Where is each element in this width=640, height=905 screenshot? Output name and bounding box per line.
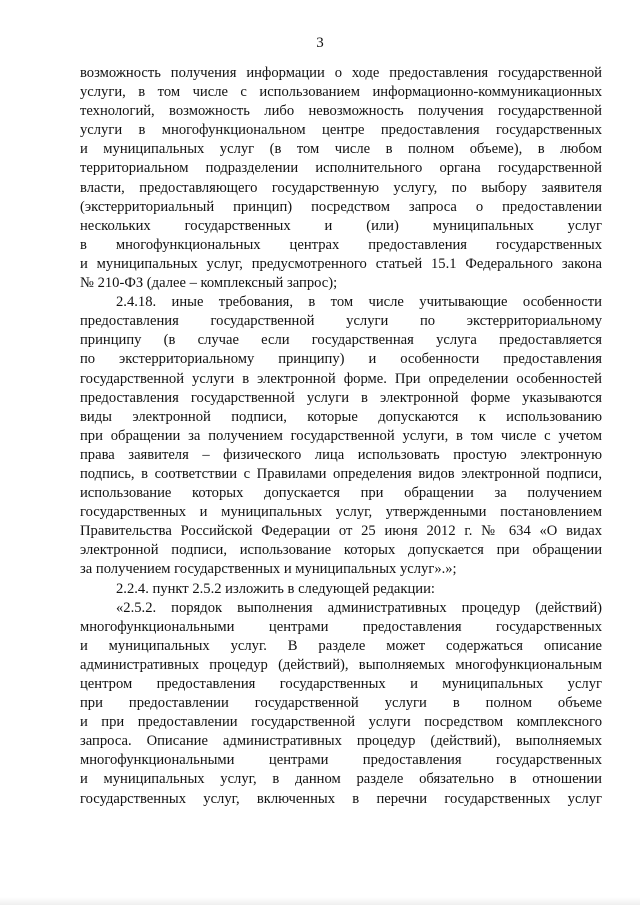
text-line: предоставления государственной услуги по экстерриториальному (80, 313, 602, 330)
text-line: при предоставлении государственной услуги в полном объеме (80, 695, 602, 712)
text-line: и при предоставлении государственной услуги посредством комплексного (80, 714, 602, 731)
text-line: и муниципальных услуг. В разделе может содержаться описание (80, 637, 602, 654)
text-line: и муниципальных услуг (в том числе в полном объеме), в любом (80, 141, 602, 158)
text-line: использование которых допускается при обращении за получением (80, 485, 602, 502)
text-line: права заявителя – физического лица использовать простую электронную (80, 446, 602, 463)
text-line: территориальном подразделении исполнительного органа государственной (80, 160, 602, 177)
text-line: предоставления государственной услуги в электронной форме указываются (80, 389, 602, 406)
text-line: Правительства Российской Федерации от 25 июня 2012 г. № 634 «О видах (80, 523, 602, 540)
text-line: административных процедур (действий), выполняемых многофункциональным (80, 656, 602, 673)
text-line: в многофункциональных центрах предоставления государственных (80, 236, 602, 253)
text-line: электронной подписи, использование которых допускается при обращении (80, 542, 602, 559)
text-line: при обращении за получением государственной услуги, в том числе с учетом (80, 427, 602, 444)
text-line: многофункциональными центрами предоставления государственных (80, 618, 602, 635)
text-line: подпись, в соответствии с Правилами определения видов электронной подписи, (80, 465, 602, 482)
text-line: «2.5.2. порядок выполнения административных процедур (действий) (116, 599, 602, 616)
text-line: многофункциональными центрами предоставления государственных (80, 752, 602, 769)
text-line: возможность получения информации о ходе предоставления государственной (80, 65, 602, 81)
text-line: принципу (в случае если государственная услуга предоставляется (80, 332, 602, 349)
text-line: 2.4.18. иные требования, в том числе учитывающие особенности (116, 294, 602, 311)
page-number: 3 (316, 35, 324, 51)
text-line: центром предоставления государственных и муниципальных услуг (80, 676, 602, 692)
text-line: за получением государственных и муниципальных услуг».»; (80, 561, 457, 578)
text-line: государственных и муниципальных услуг, утвержденными постановлением (80, 504, 602, 521)
text-line: технологий, возможность либо невозможность получения государственной (80, 103, 602, 120)
text-line: государственной услуги в электронной форме. При определении особенностей (80, 370, 602, 387)
text-line: и муниципальных услуг, в данном разделе обязательно в отношении (80, 771, 602, 788)
text-line: услуги, в том числе с использованием информационно-коммуникационных (80, 84, 602, 101)
text-line: 2.2.4. пункт 2.5.2 изложить в следующей редакции: (116, 580, 435, 597)
text-line: по экстерриториальному принципу) и особенности предоставления (80, 351, 602, 368)
text-line: виды электронной подписи, которые допускаются к использованию (80, 408, 602, 425)
scan-edge-shadow (0, 897, 640, 905)
text-line: (экстерриториальный принцип) посредством запроса о предоставлении (80, 198, 602, 215)
text-line: услуги в многофункциональном центре предоставления государственных (80, 122, 602, 139)
text-line: нескольких государственных и (или) муниципальных услуг (80, 217, 602, 234)
text-line: власти, предоставляющего государственную услугу, по выбору заявителя (80, 179, 602, 196)
text-line: государственных услуг, включенных в перечни государственных услуг (80, 790, 602, 807)
text-line: и муниципальных услуг, предусмотренного статьей 15.1 Федерального закона (80, 255, 602, 272)
text-line: № 210-ФЗ (далее – комплексный запрос); (80, 275, 338, 292)
document-body (80, 64, 602, 809)
text-line: запроса. Описание административных процедур (действий), выполняемых (80, 733, 602, 750)
